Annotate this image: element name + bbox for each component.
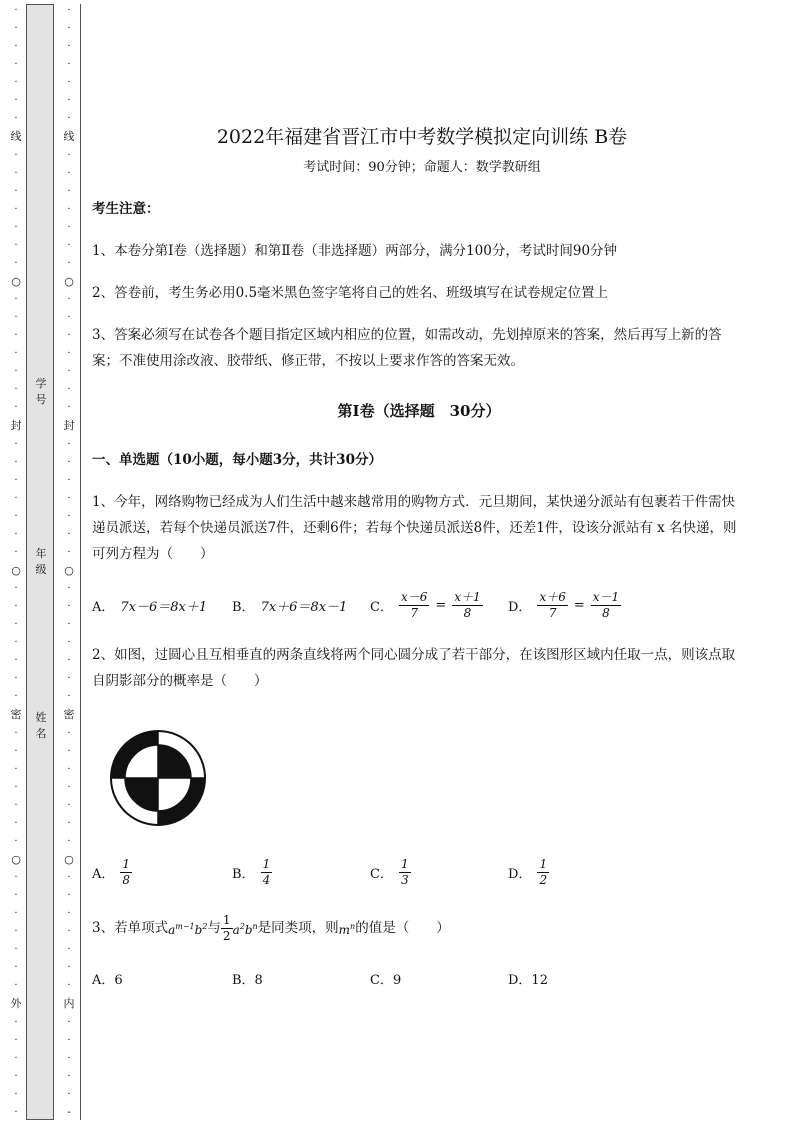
- page-title: 2022年福建省晋江市中考数学模拟定向训练 B卷: [216, 126, 628, 148]
- option-label: B．: [232, 599, 255, 615]
- fraction: $\frac{1}{3}$: [400, 856, 409, 887]
- q3-prefix: 3、若单项式: [92, 920, 169, 936]
- option-label: B．: [232, 866, 255, 882]
- coefficient-fraction: $\frac{1}{2}$: [222, 912, 231, 943]
- option-b[interactable]: [232, 585, 347, 625]
- option-a[interactable]: A．6: [92, 972, 123, 988]
- fraction: $\frac{x+6}{7}$: [539, 589, 566, 620]
- binding-line: [80, 4, 81, 1120]
- question-1-text: 1、今年，网络购物已经成为人们生活中越来越常用的购物方式．元旦期间，某快递分派站有包裹若干件需快递员派送，若每个快递员派送7件，还剩6件；若每个快递员派送8件，还差1件，设该分派站有 x 名快递，则可列方程为（ ）: [92, 494, 737, 562]
- option-a[interactable]: [92, 585, 207, 625]
- part-title: 第I卷（选择题 30分）: [337, 402, 501, 420]
- option-label: A．: [92, 599, 115, 615]
- page-subtitle: 考试时间：90分钟；命题人：数学教研组: [303, 160, 541, 175]
- inner-char: 密: [63, 708, 75, 722]
- outer-char: ○: [11, 852, 21, 866]
- option-label: D．: [508, 866, 532, 882]
- option-b[interactable]: B．8: [232, 972, 263, 988]
- fraction: $\frac{1}{8}$: [122, 856, 131, 887]
- option-label: C．: [370, 866, 393, 882]
- equals-sign: =: [573, 597, 585, 613]
- option-b[interactable]: [232, 852, 272, 892]
- notice-item: 1、本卷分第I卷（选择题）和第Ⅱ卷（非选择题）两部分，满分100分，考试时间90分钟: [92, 243, 618, 259]
- fraction: $\frac{x-6}{7}$: [400, 589, 428, 620]
- option-d[interactable]: [508, 585, 621, 625]
- notice-item: 2、答卷前，考生务必用0.5毫米黑色签字笔将自己的姓名、班级填写在试卷规定位置上: [92, 285, 609, 301]
- option-text: 7x－6＝8x＋1: [120, 599, 208, 615]
- grade-label: 年级: [35, 547, 47, 576]
- option-label: C．: [370, 599, 393, 615]
- option-d[interactable]: [508, 852, 549, 892]
- monomial-1: $a^{m-1}b^2$: [168, 921, 208, 937]
- question-3-text: [92, 908, 746, 948]
- equals-sign: =: [435, 597, 447, 613]
- outer-char: ○: [11, 563, 21, 577]
- option-a[interactable]: [92, 852, 132, 892]
- notice-heading: 考生注意：: [92, 201, 160, 217]
- inner-char: ○: [64, 274, 74, 288]
- fraction: $\frac{1}{2}$: [539, 856, 548, 887]
- outer-char: ○: [11, 274, 21, 288]
- inner-char: 封: [63, 419, 75, 433]
- notice-item: 3、答案必须写在试卷各个题目指定区域内相应的位置，如需改动，先划掉原来的答案，然后再写上新的答案；不准使用涂改液、胶带纸、修正带，不按以上要求作答的答案无效。: [92, 327, 722, 369]
- inner-char: 内: [63, 997, 75, 1011]
- inner-char: ○: [64, 563, 74, 577]
- option-d[interactable]: D．12: [508, 972, 548, 988]
- q3-connector: 与: [207, 920, 221, 936]
- power-expression: $m^n$: [338, 921, 356, 937]
- option-c[interactable]: [370, 585, 483, 625]
- question-2-text: 2、如图，过圆心且互相垂直的两条直线将两个同心圆分成了若干部分，在该图形区域内任取一点，则该点取自阴影部分的概率是（ ）: [92, 647, 736, 689]
- monomial-2: $a^2b^n$: [232, 921, 258, 937]
- question-3-options: [92, 958, 652, 998]
- option-c[interactable]: [370, 852, 411, 892]
- option-label: A．: [92, 866, 115, 882]
- fraction: $\frac{1}{4}$: [262, 856, 271, 887]
- question-1-options: [92, 585, 652, 625]
- question-2-options: [92, 852, 652, 892]
- outer-char: 外: [10, 997, 22, 1011]
- student-no-label: 学号: [35, 377, 47, 406]
- option-c[interactable]: C．9: [370, 972, 402, 988]
- name-label: 姓名: [35, 711, 47, 740]
- outer-char: 密: [10, 708, 22, 722]
- section-heading: 一、单选题（10小题，每小题3分，共计30分）: [92, 452, 382, 468]
- inner-char: 线: [63, 130, 75, 144]
- fraction: $\frac{x-1}{8}$: [592, 589, 620, 620]
- outer-char: 封: [10, 419, 22, 433]
- option-text: 7x＋6＝8x－1: [260, 599, 348, 615]
- inner-char: ○: [64, 852, 74, 866]
- q3-middle: 是同类项，则: [257, 920, 339, 936]
- outer-dot-column: · · · · · · · 线 · · · · · · · ○ · · · · · · · 封 · · · · · · · ○ · · · · · · · 密 · · · · · · · ○ · · · · · · · 外 · · · · · ·: [10, 5, 22, 1118]
- inner-dot-column: · · · · · · · 线 · · · · · · · ○ · · · · · · · 封 · · · · · · · ○ · · · · · · · 密 · · · · · · · ○ · · · · · · · 内 · · · · · -: [63, 5, 75, 1118]
- option-label: D．: [508, 599, 532, 615]
- outer-char: 线: [10, 130, 22, 144]
- concentric-circles-figure: [108, 728, 208, 828]
- fraction: $\frac{x+1}{8}$: [454, 589, 481, 620]
- q3-suffix: 的值是（ ）: [355, 920, 450, 936]
